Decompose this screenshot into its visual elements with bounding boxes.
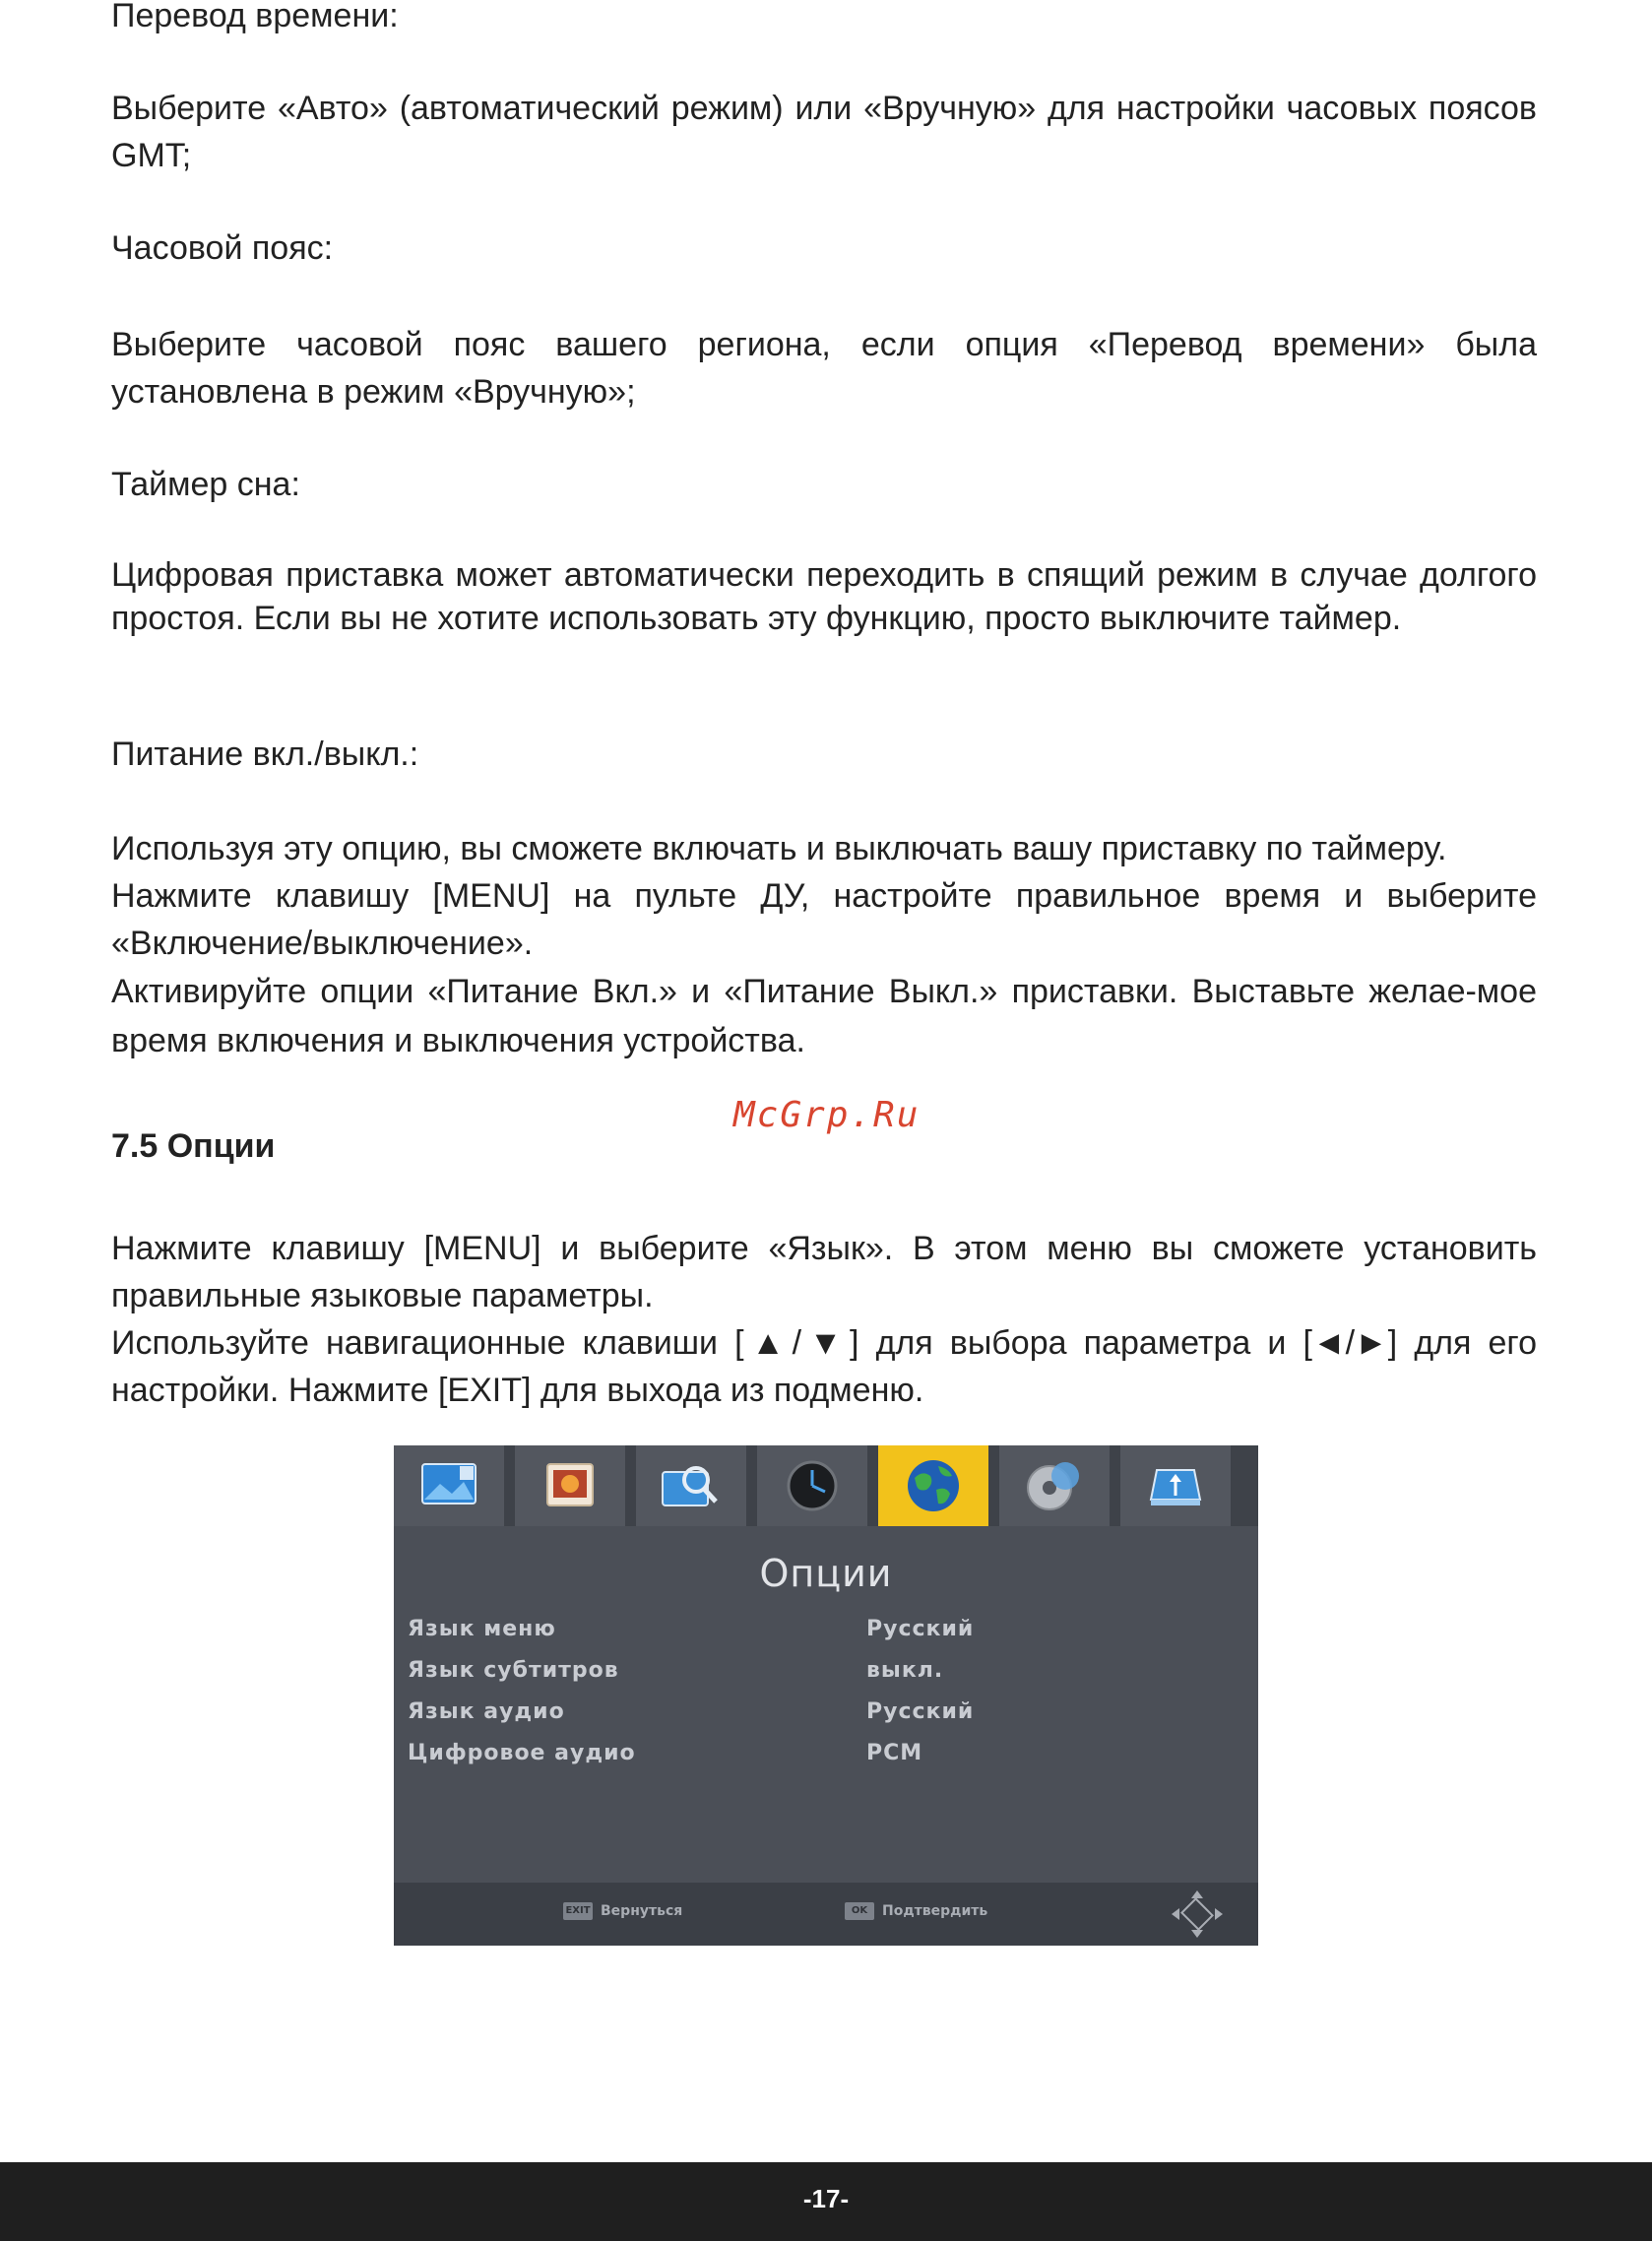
navigation-arrows-icon (1168, 1889, 1227, 1940)
back-hint (563, 1902, 682, 1920)
tab-channel-search[interactable] (636, 1445, 746, 1526)
menu-row-subtitle-language[interactable] (408, 1650, 1097, 1692)
sleep-timer-title: Таймер сна: (111, 466, 300, 503)
back-label: Вернуться (601, 1903, 683, 1919)
tv-menu-footer (394, 1883, 1258, 1946)
tab-time[interactable] (757, 1445, 867, 1526)
photo-icon (538, 1456, 603, 1515)
row-label: Язык субтитров (408, 1658, 619, 1683)
row-value: PCM (866, 1741, 923, 1765)
row-label: Язык аудио (408, 1699, 565, 1724)
sleep-timer-body: Цифровая приставка может автоматически переходить в спящий режим в случае долгого простоя. Если вы не хотите использовать эту функцию, просто выключите таймер. (111, 556, 1537, 637)
globe-icon (901, 1456, 966, 1515)
tab-picture[interactable] (394, 1445, 504, 1526)
row-value: Русский (866, 1699, 975, 1724)
options-body-1: Нажмите клавишу [MENU] и выберите «Язык». В этом меню вы сможете установить правильные языковые параметры. (111, 1230, 1537, 1314)
menu-row-menu-language[interactable] (408, 1609, 1097, 1650)
power-body-2: Нажмите клавишу [MENU] на пульте ДУ, настройте правильное время и выберите «Включение/выключение». (111, 877, 1537, 962)
row-value: Русский (866, 1617, 975, 1641)
power-body-1: Используя эту опцию, вы сможете включать и выключать вашу приставку по таймеру. (111, 830, 1447, 867)
menu-row-audio-language[interactable] (408, 1692, 1097, 1733)
tab-options[interactable] (878, 1445, 988, 1526)
picture-icon (416, 1456, 481, 1515)
settings-disc-icon (1022, 1456, 1087, 1515)
row-label: Язык меню (408, 1617, 556, 1641)
time-transfer-title: Перевод времени: (111, 0, 399, 34)
channel-search-icon (659, 1456, 724, 1515)
options-heading: 7.5 Опции (111, 1127, 276, 1165)
time-zone-title: Часовой пояс: (111, 229, 334, 267)
tv-menu-screenshot (394, 1445, 1258, 1946)
tv-menu-title: Опции (759, 1552, 893, 1595)
page-number: -17- (802, 2184, 850, 2213)
power-title: Питание вкл./выкл.: (111, 736, 419, 773)
clock-icon (780, 1456, 845, 1515)
ok-key-icon: OK (845, 1902, 874, 1920)
confirm-hint (845, 1902, 987, 1920)
confirm-label: Подтвердить (882, 1903, 988, 1919)
exit-key-icon: EXIT (563, 1902, 593, 1920)
options-body-2: Используйте навигационные клавиши [▲/▼] для выбора параметра и [◄/►] для его настройки. Нажмите [EXIT] для выхода из подменю. (111, 1324, 1537, 1409)
watermark: McGrp.Ru (733, 1095, 921, 1135)
tab-photo[interactable] (515, 1445, 625, 1526)
time-transfer-body: Выберите «Авто» (автоматический режим) или «Вручную» для настройки часовых поясов GMT; (111, 90, 1537, 174)
tab-usb[interactable] (1120, 1445, 1231, 1526)
tab-system[interactable] (999, 1445, 1110, 1526)
row-value: выкл. (866, 1658, 944, 1683)
menu-row-digital-audio[interactable] (408, 1733, 1097, 1774)
time-zone-body: Выберите часовой пояс вашего региона, если опция «Перевод времени» была установлена в режим «Вручную»; (111, 326, 1537, 411)
menu-icon-bar (394, 1445, 1258, 1526)
power-body-3: Активируйте опции «Питание Вкл.» и «Питание Выкл.» приставки. Выставьте желае-мое время включения и выключения устройства. (111, 973, 1537, 1059)
page-footer (0, 2162, 1652, 2241)
usb-icon (1143, 1456, 1208, 1515)
row-label: Цифровое аудио (408, 1741, 636, 1765)
